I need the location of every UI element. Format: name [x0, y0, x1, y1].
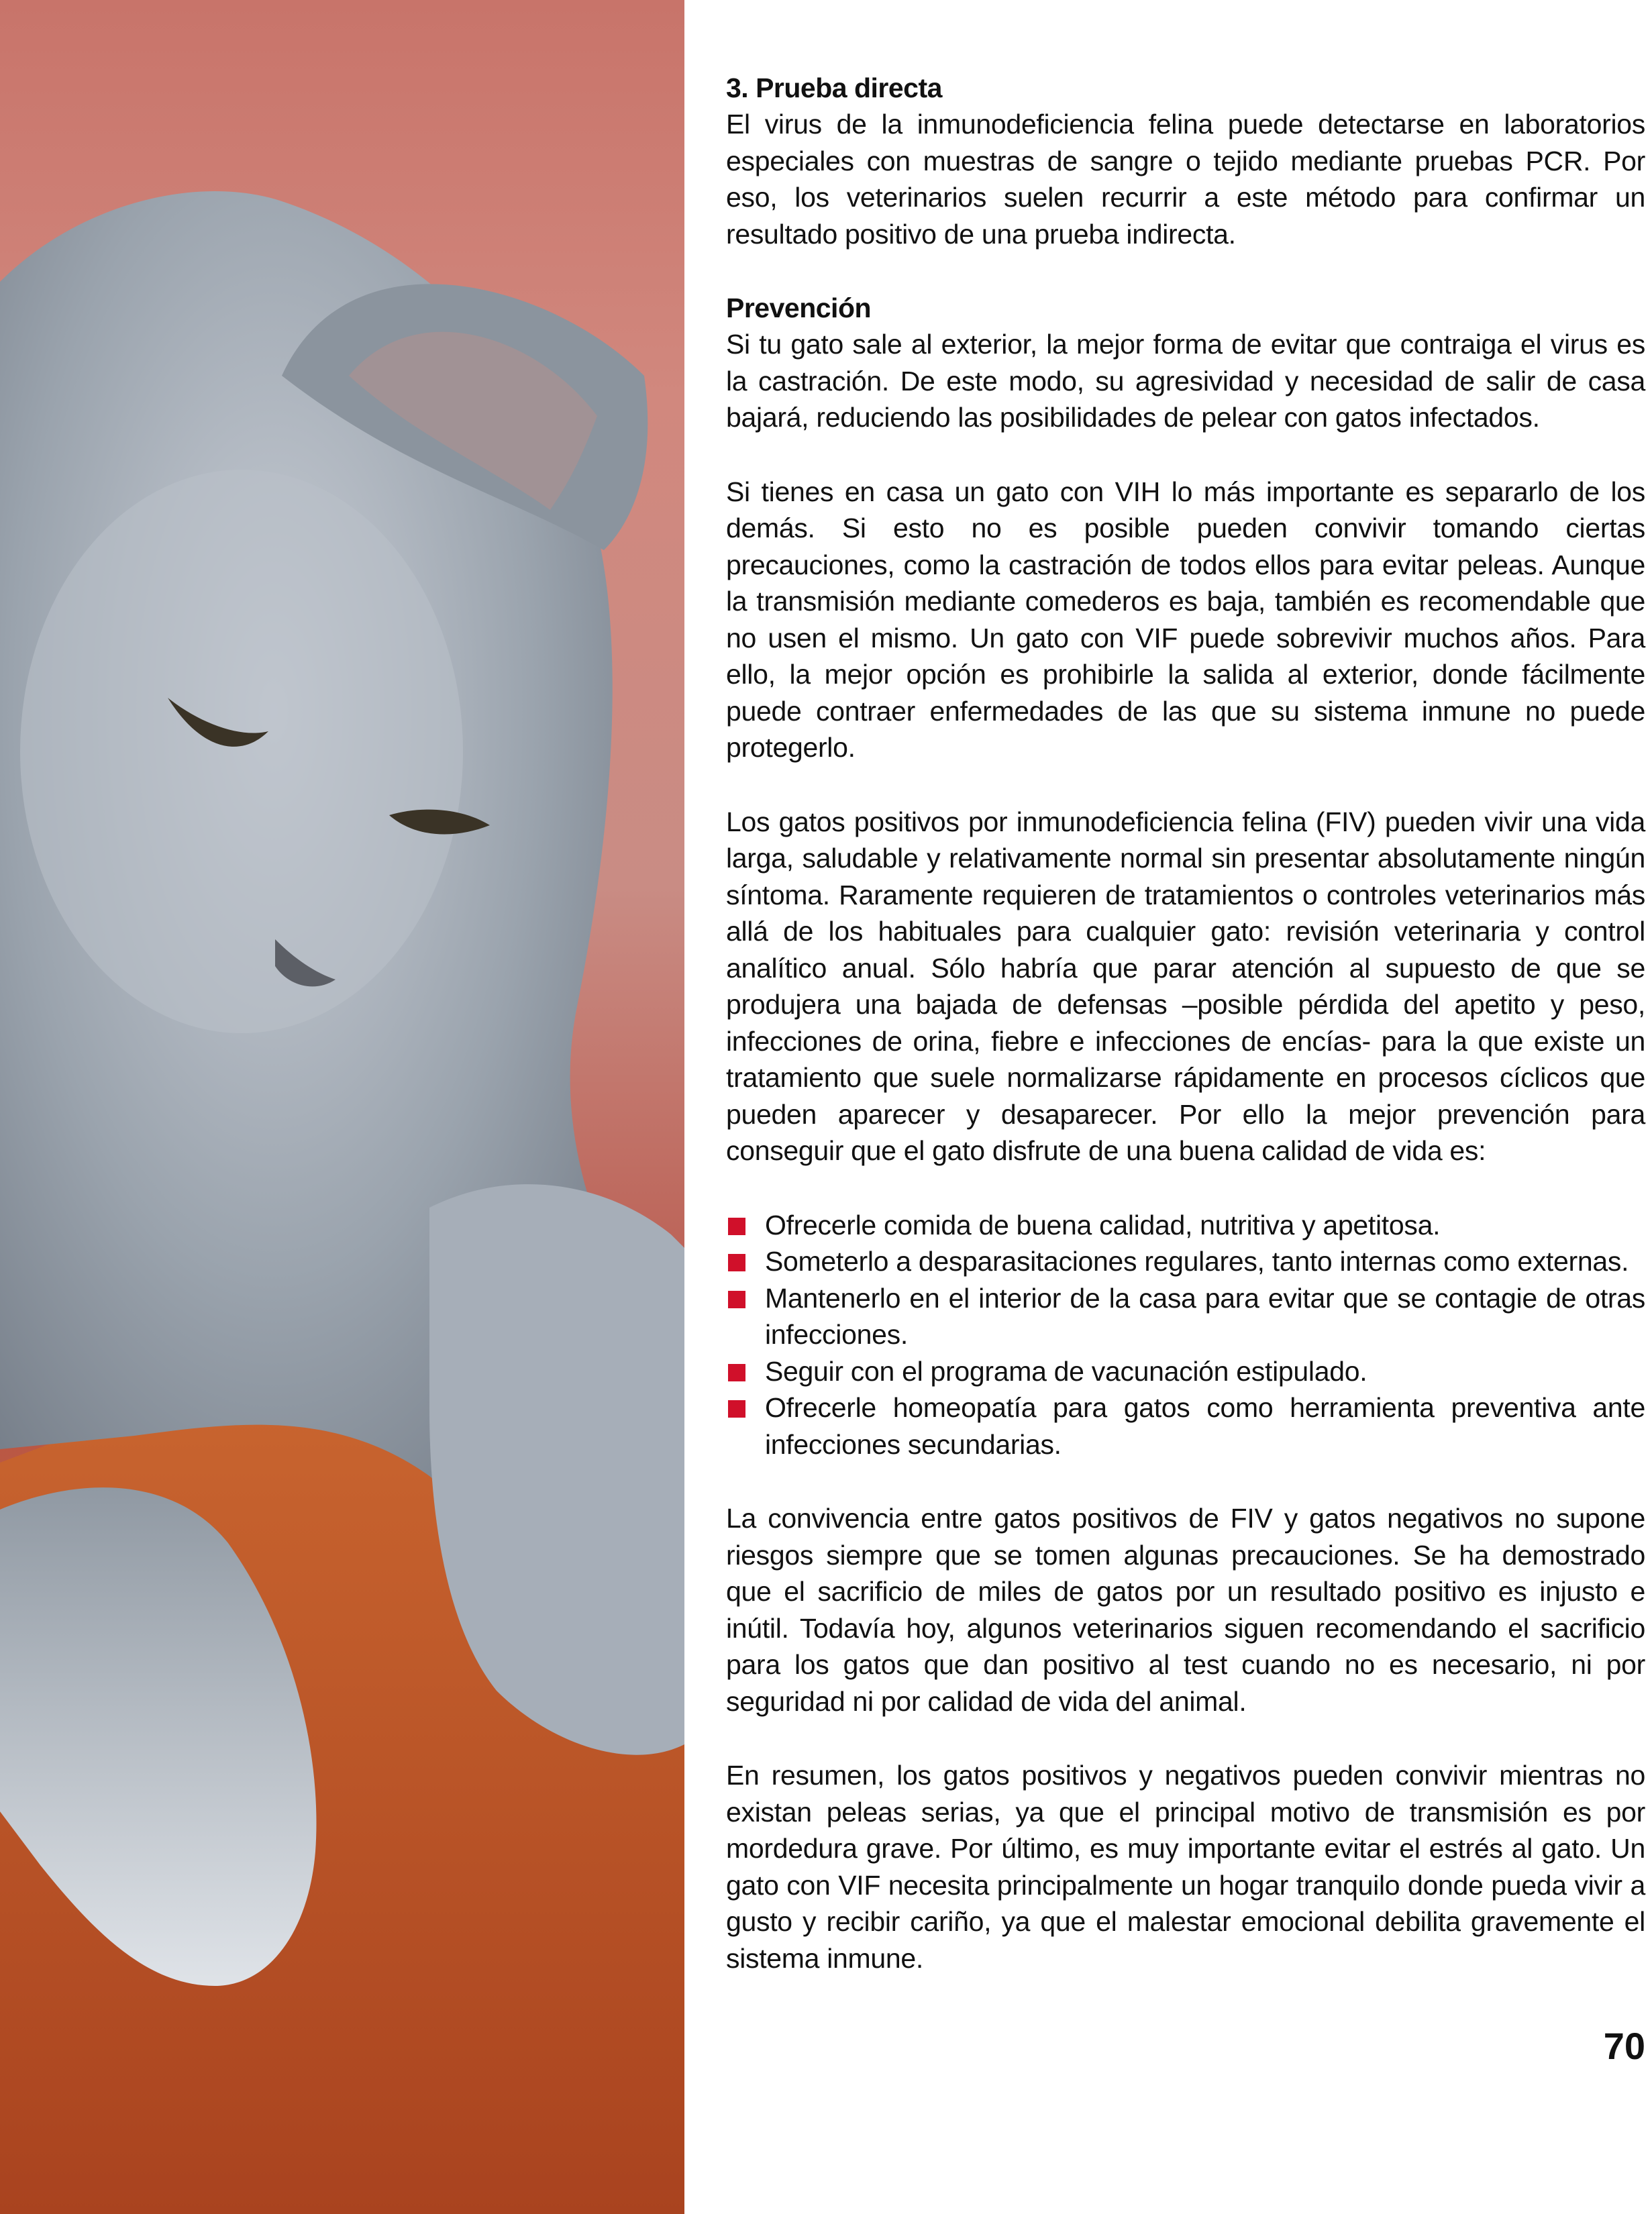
list-item: Someterlo a desparasitaciones regulares, tanto internas como externas.: [726, 1243, 1645, 1280]
section-heading-prevencion: Prevención: [726, 293, 872, 323]
paragraph-convivencia-vih: Si tienes en casa un gato con VIH lo más importante es separarlo de los demás. Si esto no es posible pueden convivir tomando ciertas precauciones, como la castración de todos ellos para evitar peleas. Aunque la transmisión mediante comederos es baja, también es recomendable que no usen el mismo. Un gato con VIF puede sobrevivir muchos años. Para ello, la mejor opción es prohibirle la salida al exterior, donde fácilmente puede contraer enfermedades de las que su sistema inmune no puede protegerlo.: [726, 476, 1645, 763]
list-item: Ofrecerle homeopatía para gatos como herramienta preventiva ante infecciones secundarias.: [726, 1389, 1645, 1463]
spacer: [726, 1169, 1645, 1207]
bullet-square-icon: [728, 1364, 745, 1381]
section-heading-prueba-directa: 3. Prueba directa: [726, 72, 942, 103]
list-item: Mantenerlo en el interior de la casa para evitar que se contagie de otras infecciones.: [726, 1280, 1645, 1353]
gray-kitten-photo: [0, 0, 684, 2214]
paragraph-prueba-directa: El virus de la inmunodeficiencia felina puede detectarse en laboratorios especiales con muestras de sangre o tejido mediante pruebas PCR. Por eso, los veterinarios suelen recurrir a este método para confirmar un resultado positivo de una prueba indirecta.: [726, 109, 1645, 250]
spacer: [726, 252, 1645, 290]
prevention-bullet-list: [726, 1207, 1645, 1463]
spacer: [726, 1463, 1645, 1500]
spacer: [726, 766, 1645, 804]
paragraph-convivencia-fiv: La convivencia entre gatos positivos de FIV y gatos negativos no supone riesgos siempre que se tomen algunas precauciones. Se ha demostrado que el sacrificio de miles de gatos por un resultado positivo es injusto e inútil. Todavía hoy, algunos veterinarios siguen recomendando el sacrificio para los gatos que dan positivo al test cuando no es necesario, ni por seguridad ni por calidad de vida del animal.: [726, 1503, 1645, 1717]
page-number: 70: [1603, 2025, 1645, 2067]
paragraph-prevencion: Si tu gato sale al exterior, la mejor forma de evitar que contraiga el virus es la castración. De este modo, su agresividad y necesidad de salir de casa bajará, reduciendo las posibilidades de pelear con gatos infectados.: [726, 329, 1645, 433]
bullet-square-icon: [728, 1400, 745, 1418]
bullet-square-icon: [728, 1291, 745, 1308]
paragraph-positivos-fiv: Los gatos positivos por inmunodeficiencia felina (FIV) pueden vivir una vida larga, saludable y relativamente normal sin presentar absolutamente ningún síntoma. Raramente requieren de tratamientos o controles veterinarios más allá de los habituales para cualquier gato: revisión veterinaria y control analítico anual. Sólo habría que parar atención al supuesto de que se produjera una bajada de defensas –posible pérdida del apetito y peso, infecciones de orina, fiebre e infecciones de encías- para la que existe un tratamiento que suele normalizarse rápidamente en procesos cíclicos que pueden aparecer y desaparecer. Por ello la mejor prevención para conseguir que el gato disfrute de una buena calidad de vida es:: [726, 806, 1645, 1166]
list-item: Seguir con el programa de vacunación estipulado.: [726, 1353, 1645, 1390]
spacer: [726, 1720, 1645, 1757]
bullet-square-icon: [728, 1254, 745, 1271]
spacer: [726, 436, 1645, 474]
list-item: Ofrecerle comida de buena calidad, nutritiva y apetitosa.: [726, 1207, 1645, 1244]
bullet-square-icon: [728, 1218, 745, 1235]
paragraph-resumen: En resumen, los gatos positivos y negativos pueden convivir mientras no existan peleas serias, ya que el principal motivo de transmisión es por mordedura grave. Por último, es muy importante evitar el estrés al gato. Un gato con VIF necesita principalmente un hogar tranquilo donde pueda vivir a gusto y recibir cariño, ya que el malestar emocional debilita gravemente el sistema inmune.: [726, 1760, 1645, 1974]
article-text-column: [726, 70, 1645, 1976]
